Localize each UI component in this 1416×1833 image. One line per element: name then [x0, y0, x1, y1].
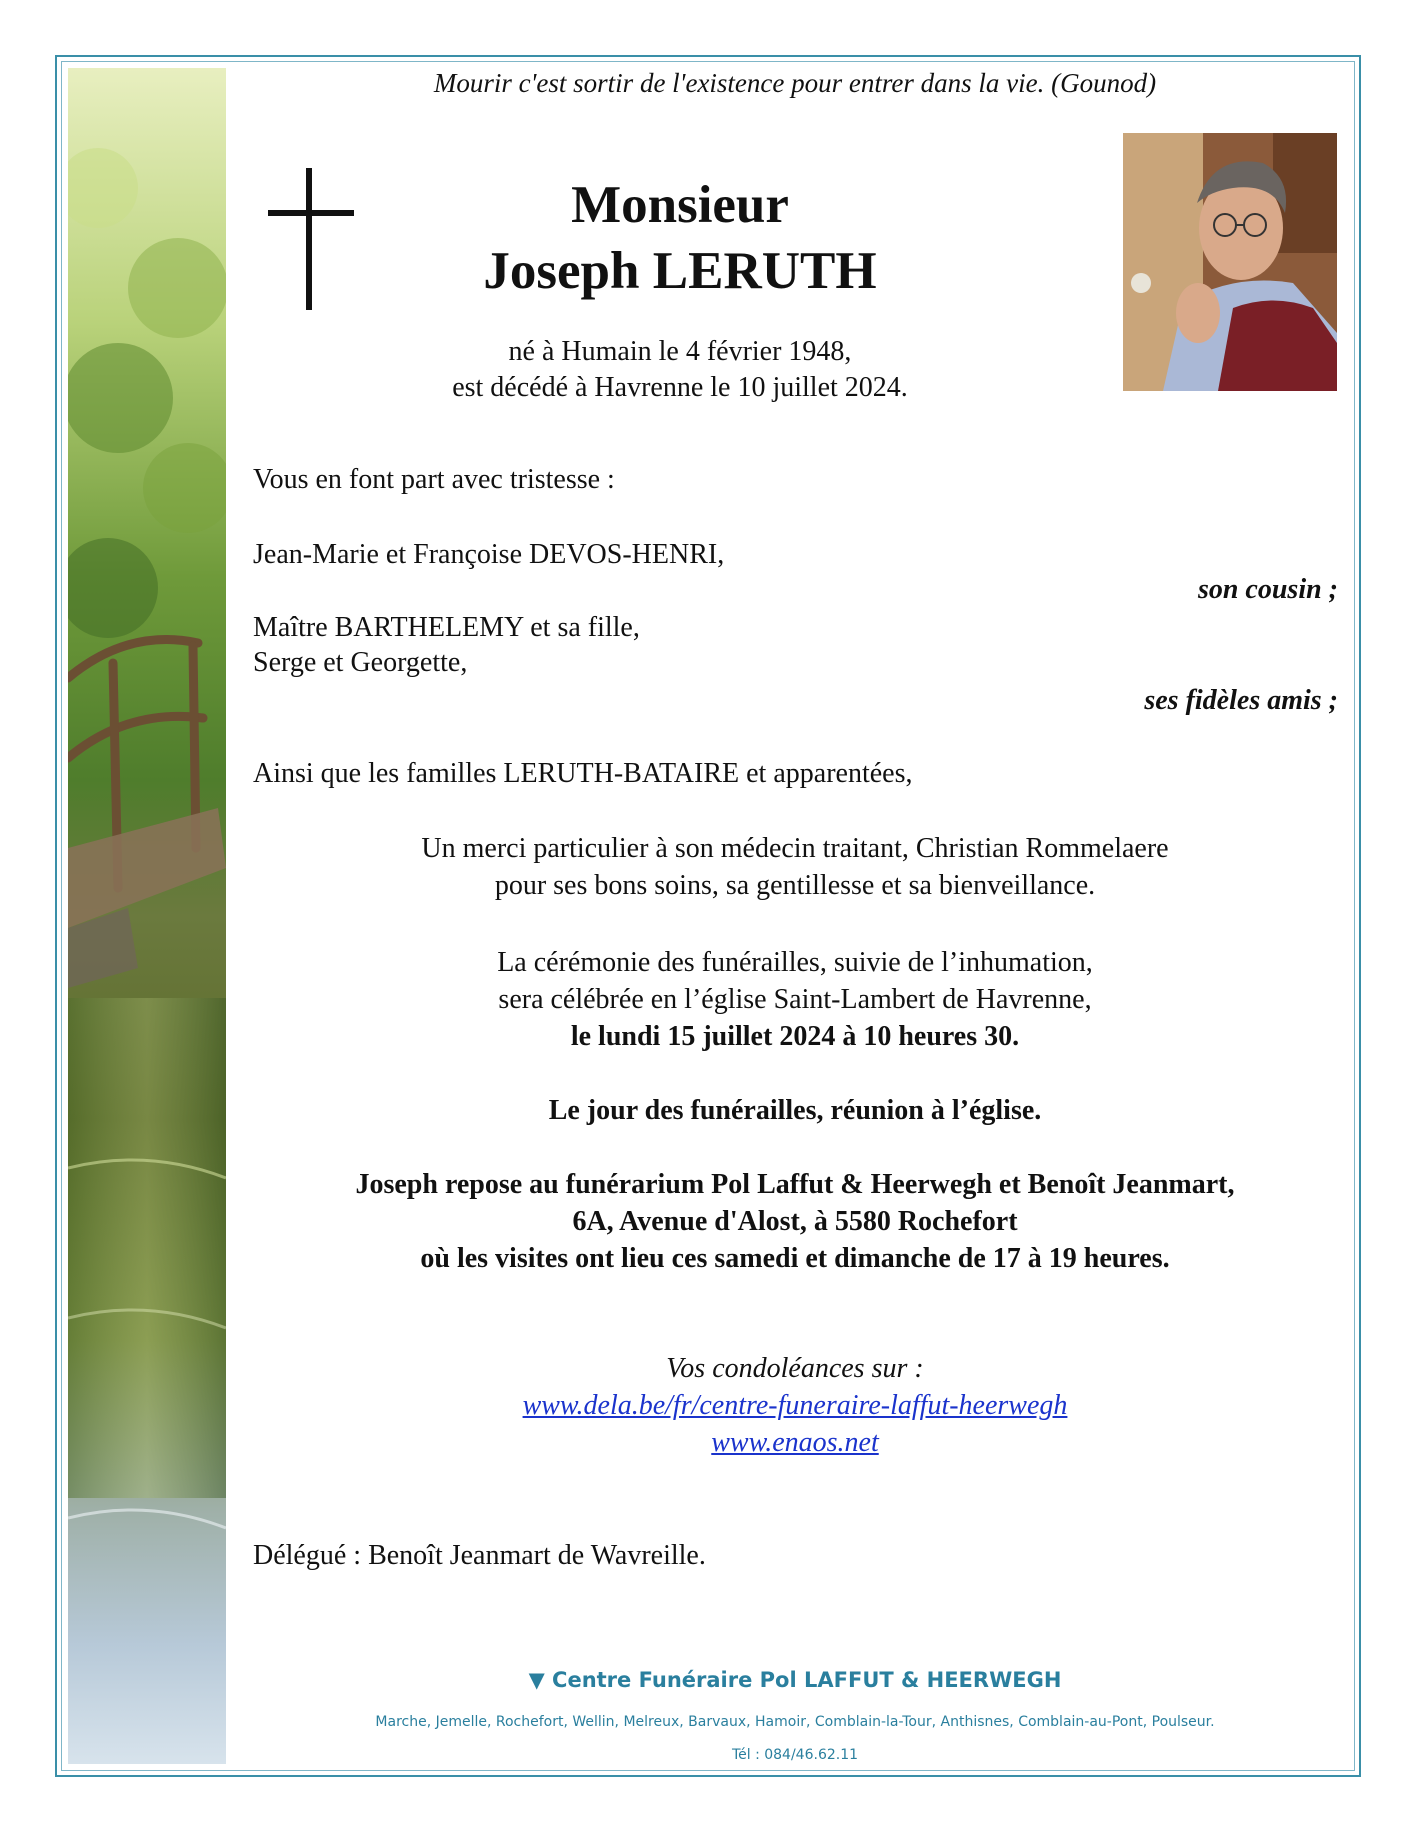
rest-line2: 6A, Avenue d'Alost, à 5580 Rochefort	[572, 1206, 1018, 1237]
condolences-link-enaos[interactable]: www.enaos.net	[711, 1427, 879, 1458]
side-landscape-image	[68, 68, 226, 1764]
honorific: Monsieur	[571, 176, 789, 234]
portrait-photo	[1123, 133, 1337, 391]
ceremony-line2: sera célébrée en l’église Saint-Lambert de Havrenne,	[498, 984, 1092, 1015]
other-families: Ainsi que les familles LERUTH-BATAIRE et apparentées,	[253, 758, 913, 789]
deceased-name: Joseph LERUTH	[483, 242, 877, 300]
birth-line: né à Humain le 4 février 1948,	[508, 336, 852, 367]
ceremony-line1: La cérémonie des funérailles, suivie de l’inhumation,	[497, 947, 1093, 978]
delegate: Délégué : Benoît Jeanmart de Wavreille.	[253, 1540, 706, 1571]
friends-names-line2: Serge et Georgette,	[253, 647, 468, 678]
meeting-info: Le jour des funérailles, réunion à l’église.	[548, 1095, 1042, 1126]
death-line: est décédé à Havrenne le 10 juillet 2024.	[452, 372, 908, 403]
announcement: Vous en font part avec tristesse :	[253, 464, 615, 495]
cousins-names: Jean-Marie et Françoise DEVOS-HENRI,	[253, 539, 725, 570]
cousins-relation: son cousin ;	[1197, 574, 1338, 605]
thanks-line1: Un merci particulier à son médecin traitant, Christian Rommelaere	[421, 833, 1169, 864]
funeral-home-name: ▼ Centre Funéraire Pol LAFFUT & HEERWEGH	[528, 1668, 1062, 1692]
ceremony-date: le lundi 15 juillet 2024 à 10 heures 30.	[570, 1021, 1020, 1052]
condolences-label: Vos condoléances sur :	[666, 1353, 924, 1384]
thanks-line2: pour ses bons soins, sa gentillesse et sa bienveillance.	[494, 870, 1096, 901]
cross-icon	[268, 168, 354, 310]
funeral-home-phone: Tél : 084/46.62.11	[731, 1747, 859, 1763]
epigraph-quote: Mourir c'est sortir de l'existence pour entrer dans la vie. (Gounod)	[433, 68, 1157, 98]
friends-names-line1: Maître BARTHELEMY et sa fille,	[253, 612, 640, 643]
birth-death-info	[370, 334, 990, 406]
condolences-link-dela[interactable]: www.dela.be/fr/centre-funeraire-laffut-heerwegh	[522, 1390, 1068, 1421]
thanks-block	[240, 830, 1350, 904]
funeral-home-towns: Marche, Jemelle, Rochefort, Wellin, Melreux, Barvaux, Hamoir, Comblain-la-Tour, Anthisnes, Comblain-au-Pont, Poulseur.	[375, 1714, 1215, 1730]
rest-line1: Joseph repose au funérarium Pol Laffut & Heerwegh et Benoît Jeanmart,	[355, 1169, 1235, 1200]
friends-relation: ses fidèles amis ;	[1144, 685, 1338, 716]
condolences-block	[240, 1350, 1350, 1461]
ceremony-block	[240, 944, 1350, 1055]
rest-line3: où les visites ont lieu ces samedi et dimanche de 17 à 19 heures.	[420, 1243, 1170, 1274]
rest-block	[240, 1166, 1350, 1277]
deceased-title	[400, 172, 960, 304]
